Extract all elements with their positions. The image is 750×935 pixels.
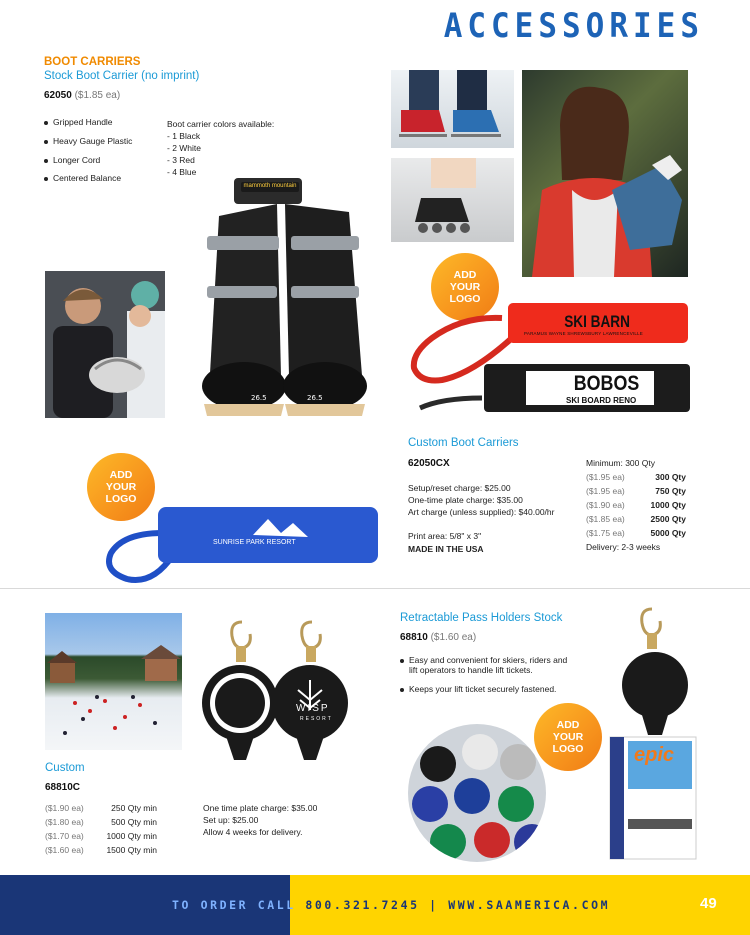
table-row: ($1.95 ea) 750 Qty — [586, 486, 686, 496]
page-number: 49 — [700, 895, 717, 912]
table-row: ($1.90 ea) 250 Qty min — [45, 803, 157, 813]
table-row: ($1.80 ea) 500 Qty min — [45, 817, 157, 827]
page-title: ACCESSORIES — [443, 6, 704, 46]
ski-barn-locations: PARAMUS WAYNE SHREWSBURY LAWRENCEVILLE — [524, 331, 643, 336]
table-row: ($1.85 ea) 2500 Qty — [586, 514, 686, 524]
custom-boot-print-area: Print area: 5/8" x 3" — [408, 531, 482, 541]
table-row: ($1.60 ea) 1500 Qty min — [45, 845, 157, 855]
table-row: ($1.75 ea) 5000 Qty — [586, 528, 686, 538]
strap-logo-text: mammoth mountain — [243, 183, 297, 189]
boot-features-list — [44, 118, 164, 193]
bobos-sub-text: SKI BOARD RENO — [566, 396, 637, 405]
stock-boot-subtitle: Stock Boot Carrier (no imprint) — [44, 70, 200, 82]
pass-holders-image — [200, 618, 360, 783]
ski-village-photo — [45, 613, 182, 750]
custom-pass-charges: One time plate charge: $35.00 Set up: $25.00 Allow 4 weeks for delivery. — [203, 803, 318, 837]
list-item: Easy and convenient for skiers, riders and lift operators to handle lift tickets. — [400, 656, 570, 676]
custom-pass-subtitle: Custom — [45, 762, 85, 774]
list-item: Heavy Gauge Plastic — [44, 137, 164, 147]
list-item: Keeps your lift ticket securely fastened. — [400, 685, 570, 695]
custom-boot-delivery: Delivery: 2-3 weeks — [586, 542, 661, 552]
boot-colors: Boot carrier colors available: - 1 Black - 2 White - 3 Red - 4 Blue — [167, 119, 275, 177]
section-divider — [0, 588, 750, 589]
wisp-logo-text: WISP — [296, 703, 330, 714]
section-title-boot-carriers: BOOT CARRIERS — [44, 56, 141, 68]
epic-logo-text: epic — [634, 744, 675, 766]
custom-boot-sku: 62050CX — [408, 458, 450, 469]
boot-fitting-photo — [45, 271, 165, 418]
retractable-sku: 68810 ($1.60 ea) — [400, 632, 477, 643]
black-boots-photo — [199, 176, 369, 423]
boot-size-right: 26.5 — [307, 394, 323, 402]
bobos-logo-text: BOBOS — [573, 372, 640, 395]
retractable-subtitle: Retractable Pass Holders Stock — [400, 612, 563, 624]
boot-size-left: 26.5 — [251, 394, 267, 402]
pass-holders-collection-photo — [408, 724, 546, 862]
red-carrier-image — [402, 298, 697, 418]
ski-barn-logo-text: SKI BARN — [564, 312, 630, 331]
add-your-logo-badge: ADD YOUR LOGO — [431, 253, 499, 321]
custom-boot-charges: Setup/reset charge: $25.00 One-time plate charge: $35.00 Art charge (unless supplied): $40.00/hr — [408, 483, 555, 517]
sunrise-logo-text: SUNRISE PARK RESORT — [213, 539, 296, 546]
blue-carrier-image — [103, 505, 383, 595]
table-row: ($1.95 ea) 300 Qty — [586, 472, 686, 482]
add-your-logo-badge: ADD YOUR LOGO — [87, 453, 155, 521]
woman-boot-photo — [522, 70, 688, 277]
retractable-features-list — [400, 656, 570, 703]
ice-skates-photo — [391, 70, 514, 148]
add-your-logo-badge: ADD YOUR LOGO — [534, 703, 602, 771]
inline-skates-photo — [391, 158, 514, 242]
website-link[interactable]: WWW.SAAMERICA.COM — [448, 898, 611, 912]
phone-link[interactable]: 800.321.7245 — [305, 898, 420, 912]
table-row: ($1.90 ea) 1000 Qty — [586, 500, 686, 510]
list-item: Longer Cord — [44, 156, 164, 166]
order-info: TO ORDER CALL 800.321.7245 | WWW.SAAMERICA.COM — [172, 898, 611, 912]
made-in-usa: MADE IN THE USA — [408, 544, 484, 554]
wisp-logo-sub: RESORT — [300, 716, 333, 722]
list-item: Centered Balance — [44, 174, 164, 184]
list-item: Gripped Handle — [44, 118, 164, 128]
footer-bar — [0, 875, 750, 935]
custom-boot-price-table — [586, 471, 686, 541]
stock-boot-sku: 62050 ($1.85 ea) — [44, 90, 121, 101]
pass-holder-with-ticket-image — [600, 605, 700, 865]
custom-boot-minimum: Minimum: 300 Qty — [586, 458, 655, 468]
custom-boot-subtitle: Custom Boot Carriers — [408, 437, 519, 449]
custom-pass-price-table — [45, 802, 157, 858]
custom-pass-sku: 68810C — [45, 782, 81, 793]
table-row: ($1.70 ea) 1000 Qty min — [45, 831, 157, 841]
